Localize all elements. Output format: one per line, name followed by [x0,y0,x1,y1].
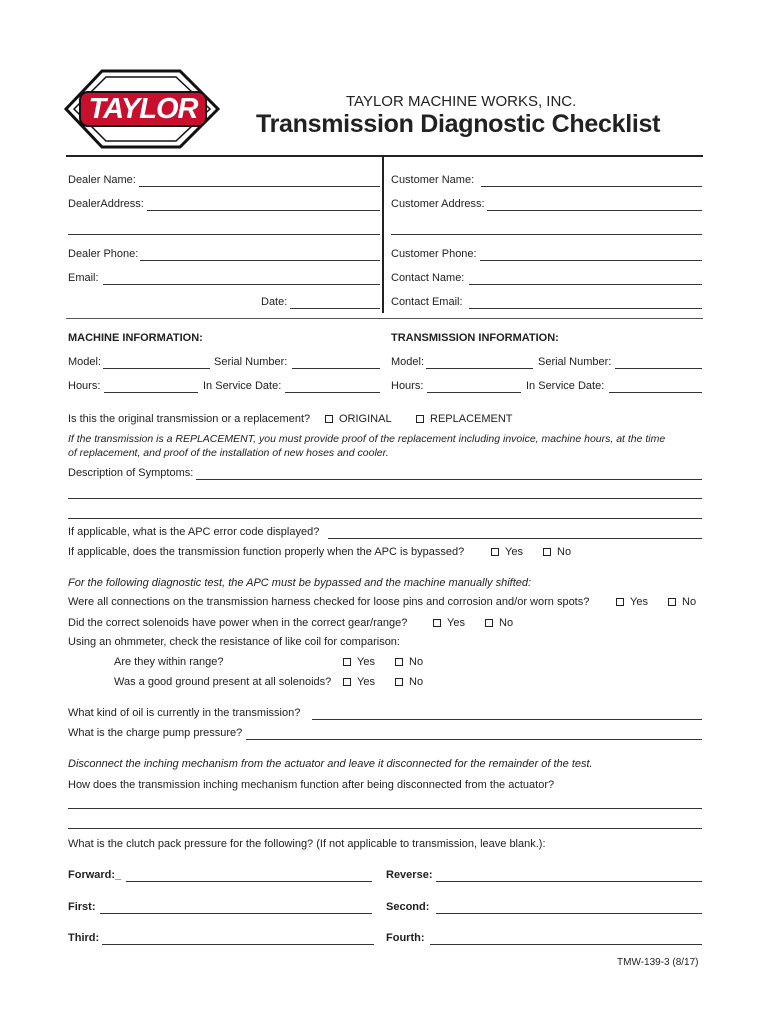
contact-email-label: Contact Email: [391,296,463,308]
machine-in-service-label: In Service Date: [203,380,282,392]
ground-yes-checkbox[interactable] [343,678,351,686]
ground-no[interactable] [395,676,423,689]
apc-code-field[interactable] [328,538,702,539]
fourth-field[interactable] [430,944,702,945]
solenoids-no-checkbox[interactable] [485,619,493,627]
replacement-note-1: If the transmission is a REPLACEMENT, you must provide proof of the replacement including invoice, machine hours, at the time [68,433,666,445]
transmission-model-label: Model: [391,356,425,368]
contact-email-field[interactable] [469,308,702,309]
reverse-field[interactable] [436,881,702,882]
fourth-label: Fourth: [386,932,425,944]
forward-label: Forward:_ [68,869,122,881]
transmission-hours-field[interactable] [427,392,521,393]
replacement-option[interactable] [416,413,513,426]
section-rule [66,318,703,319]
dealer-address-label: DealerAddress: [68,198,144,210]
no-label: No [682,596,697,608]
contact-name-field[interactable] [469,284,702,285]
harness-yes[interactable] [616,596,648,609]
date-field[interactable] [290,308,380,309]
taylor-logo [62,68,222,150]
symptoms-label: Description of Symptoms: [68,467,194,479]
transmission-in-service-label: In Service Date: [526,380,605,392]
in-range-yes[interactable] [343,656,375,669]
no-label: No [409,676,424,688]
machine-model-field[interactable] [103,368,210,369]
ground-yes[interactable] [343,676,375,689]
apc-bypass-no[interactable] [543,546,571,559]
forward-field[interactable] [126,881,372,882]
ground-question: Was a good ground present at all solenoids? [114,676,332,688]
original-option[interactable] [325,413,392,426]
transmission-hours-label: Hours: [391,380,424,392]
customer-address-field-2[interactable] [391,234,702,235]
apc-bypass-yes[interactable] [491,546,523,559]
in-range-no[interactable] [395,656,423,669]
yes-label: Yes [630,596,648,608]
customer-address-label: Customer Address: [391,198,485,210]
harness-yes-checkbox[interactable] [616,598,624,606]
transmission-in-service-field[interactable] [609,392,702,393]
second-field[interactable] [436,913,702,914]
charge-pump-field[interactable] [246,739,702,740]
no-label: No [409,656,424,668]
company-name: TAYLOR MACHINE WORKS, INC. [346,93,577,110]
solenoids-no[interactable] [485,617,513,630]
customer-address-field[interactable] [487,210,702,211]
contact-name-label: Contact Name: [391,272,465,284]
solenoids-question: Did the correct solenoids have power when in the correct gear/range? [68,617,408,629]
solenoids-yes-checkbox[interactable] [433,619,441,627]
dealer-phone-label: Dealer Phone: [68,248,139,260]
machine-in-service-field[interactable] [285,392,380,393]
inching-field-2[interactable] [68,828,702,829]
yes-label: Yes [505,546,523,558]
harness-no-checkbox[interactable] [668,598,676,606]
harness-no[interactable] [668,596,696,609]
machine-serial-label: Serial Number: [214,356,288,368]
top-rule [66,155,703,157]
in-range-no-checkbox[interactable] [395,658,403,666]
column-divider [382,156,384,313]
first-label: First: [68,901,96,913]
page-title: Transmission Diagnostic Checklist [256,110,661,138]
in-range-question: Are they within range? [114,656,224,668]
inching-question: How does the transmission inching mechanism function after being disconnected from the actuator? [68,779,555,791]
date-label: Date: [261,296,288,308]
oil-question: What kind of oil is currently in the transmission? [68,707,301,719]
third-label: Third: [68,932,100,944]
apc-bypass-question: If applicable, does the transmission function properly when the APC is bypassed? [68,546,465,558]
harness-question: Were all connections on the transmission harness checked for loose pins and corrosion and/or worn spots? [68,596,590,608]
transmission-serial-label: Serial Number: [538,356,612,368]
email-label: Email: [68,272,99,284]
diag-note: For the following diagnostic test, the APC must be bypassed and the machine manually shifted: [68,577,532,589]
inching-note: Disconnect the inching mechanism from the actuator and leave it disconnected for the remainder of the test. [68,758,593,770]
machine-hours-field[interactable] [104,392,198,393]
transmission-model-field[interactable] [426,368,533,369]
oil-field[interactable] [312,719,702,720]
inching-field[interactable] [68,808,702,809]
original-label: ORIGINAL [339,413,392,425]
replacement-note-2: of replacement, and proof of the installation of new hoses and cooler. [68,447,389,459]
yes-label: Yes [447,617,465,629]
original-question: Is this the original transmission or a replacement? [68,413,311,425]
dealer-name-field[interactable] [139,186,380,187]
charge-pump-question: What is the charge pump pressure? [68,727,243,739]
dealer-phone-field[interactable] [140,260,380,261]
machine-hours-label: Hours: [68,380,101,392]
customer-phone-field[interactable] [480,260,702,261]
solenoids-yes[interactable] [433,617,465,630]
no-label: No [499,617,514,629]
form-id: TMW-139-3 (8/17) [617,957,699,968]
symptoms-field-3[interactable] [68,518,702,519]
apc-code-question: If applicable, what is the APC error code displayed? [68,526,320,538]
no-label: No [557,546,572,558]
logo-text: TAYLOR [88,93,198,125]
dealer-name-label: Dealer Name: [68,174,136,186]
reverse-label: Reverse: [386,869,433,881]
yes-label: Yes [357,676,375,688]
customer-name-label: Customer Name: [391,174,475,186]
first-field[interactable] [100,913,372,914]
dealer-address-field-2[interactable] [68,234,380,235]
customer-phone-label: Customer Phone: [391,248,477,260]
clutch-question: What is the clutch pack pressure for the following? (If not applicable to transmission, leave blank.): [68,838,546,850]
third-field[interactable] [102,944,374,945]
dealer-address-field[interactable] [147,210,380,211]
replacement-label: REPLACEMENT [430,413,513,425]
customer-name-field[interactable] [481,186,702,187]
email-field[interactable] [103,284,380,285]
machine-serial-field[interactable] [292,368,380,369]
ohmmeter-instruction: Using an ohmmeter, check the resistance of like coil for comparison: [68,636,400,648]
apc-no-checkbox[interactable] [543,548,551,556]
machine-model-label: Model: [68,356,102,368]
replacement-checkbox[interactable] [416,415,424,423]
in-range-yes-checkbox[interactable] [343,658,351,666]
apc-yes-checkbox[interactable] [491,548,499,556]
symptoms-field[interactable] [196,479,702,480]
yes-label: Yes [357,656,375,668]
symptoms-field-2[interactable] [68,498,702,499]
original-checkbox[interactable] [325,415,333,423]
ground-no-checkbox[interactable] [395,678,403,686]
transmission-serial-field[interactable] [615,368,702,369]
transmission-info-heading: TRANSMISSION INFORMATION: [391,332,559,344]
machine-info-heading: MACHINE INFORMATION: [68,332,203,344]
second-label: Second: [386,901,430,913]
